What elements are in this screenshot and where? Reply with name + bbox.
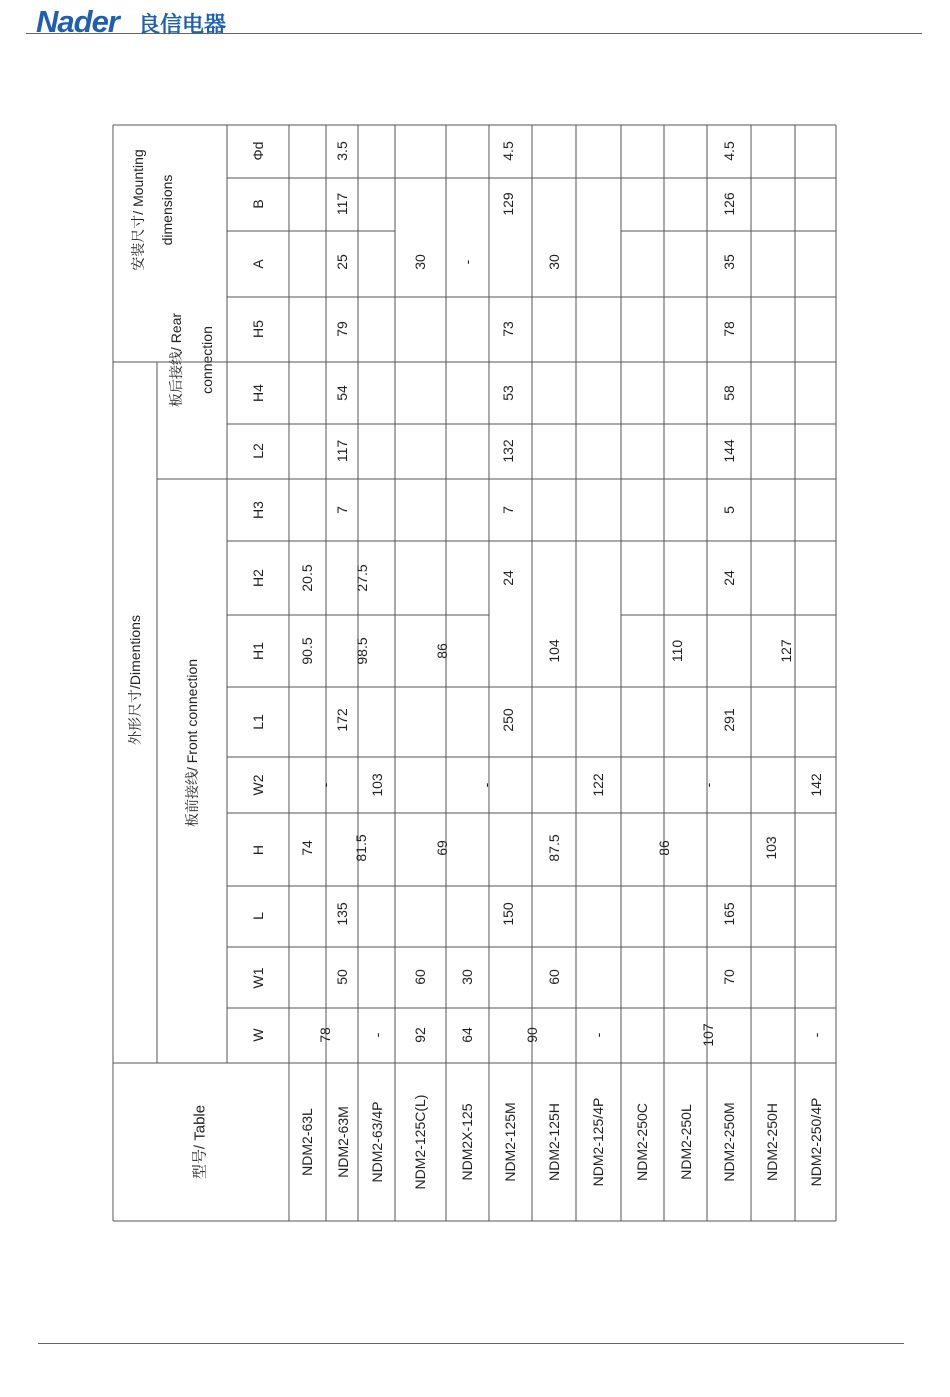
cell-w: 78 [317,1027,333,1043]
cell-l2: 132 [500,439,516,463]
cell-h1: 127 [778,639,794,663]
column-header-w1: W1 [250,967,266,989]
cell-h5: 78 [721,321,737,337]
cell-w2: 142 [808,773,824,797]
cell-phi: 3.5 [334,141,350,161]
cell-h4: 54 [334,385,350,401]
cell-h1: 98.5 [354,637,370,665]
model-name: NDM2-125H [546,1103,562,1181]
column-header-h: H [250,844,266,856]
column-header-l: L [250,912,266,920]
cell-phi: 4.5 [500,141,516,161]
header-mounting-1: 安装尺寸/ Mounting [130,149,146,271]
cell-h: 87.5 [546,834,562,862]
cell-w2: - [317,782,333,788]
cell-l2: 144 [721,439,737,463]
model-name: NDM2-63M [335,1106,351,1178]
cell-h: 103 [763,836,779,860]
cell-l1: 250 [500,708,516,732]
cell-h5: 73 [500,321,516,337]
cell-b: 129 [500,192,516,216]
cell-h1: 90.5 [299,637,315,665]
column-header-h1: H1 [250,642,266,660]
column-header-phi: Φd [250,141,266,161]
footer-divider [38,1343,904,1344]
model-name: NDM2-125/4P [590,1097,606,1187]
cell-w2: - [478,782,494,788]
cell-w1: 60 [412,969,428,985]
cell-l: 165 [721,902,737,926]
model-name: NDM2-250M [721,1102,737,1182]
model-name: NDM2-250L [678,1104,694,1180]
cell-l: 135 [334,902,350,926]
cell-w: 64 [459,1027,475,1043]
column-header-w: W [250,1028,266,1042]
cell-w: - [590,1032,606,1038]
model-name: NDM2-63/4P [369,1101,385,1183]
cell-h3: 7 [334,506,350,514]
header-rear-connection-1: 板后接线/ Rear [168,312,184,408]
table-labels [127,141,824,1189]
cell-w: - [808,1032,824,1038]
header-dimensions: 外形尺寸/Dimentions [127,615,143,745]
header-mounting-2: dimensions [159,174,175,246]
brand-name-cn: 良信电器 [138,13,227,38]
model-name: NDM2-250/4P [808,1097,824,1187]
cell-h4: 58 [721,385,737,401]
header-front-connection: 板前接线/ Front connection [184,658,200,828]
column-header-l2: L2 [250,443,266,459]
cell-a: 35 [721,254,737,270]
cell-h1: 110 [669,639,685,663]
cell-h3: 7 [500,506,516,514]
cell-l2: 117 [334,439,350,463]
cell-h: 69 [434,840,450,856]
column-header-h2: H2 [250,569,266,587]
cell-w1: 30 [459,969,475,985]
column-header-l1: L1 [250,714,266,730]
cell-w2: 103 [369,773,385,797]
cell-h: 86 [656,840,672,856]
cell-a: 30 [546,254,562,270]
column-header-b: B [250,199,266,209]
cell-w: 90 [524,1027,540,1043]
cell-a: 25 [334,254,350,270]
cell-a: - [459,259,475,265]
cell-h: 74 [299,840,315,856]
model-name: NDM2-250C [634,1103,650,1181]
cell-w: - [369,1032,385,1038]
cell-w2: 122 [590,773,606,797]
table-grid [113,125,836,1221]
cell-w: 92 [412,1027,428,1043]
cell-w: 107 [700,1023,716,1047]
cell-b: 117 [334,192,350,216]
cell-w1: 60 [546,969,562,985]
cell-h5: 79 [334,321,350,337]
cell-h1: 86 [434,643,450,659]
cell-b: 126 [721,192,737,216]
cell-h: 81.5 [353,834,369,862]
column-header-a: A [250,259,266,269]
model-name: NDM2-125M [502,1102,518,1182]
model-name: NDM2-63L [299,1108,315,1176]
cell-w1: 70 [721,969,737,985]
cell-h2: 20.5 [299,564,315,592]
cell-h1: 104 [546,639,562,663]
brand-name-en: Nader [36,4,119,39]
cell-w1: 50 [334,969,350,985]
cell-l1: 291 [721,708,737,732]
model-name: NDM2X-125 [459,1103,475,1181]
cell-l1: 172 [334,708,350,732]
cell-a: 30 [412,254,428,270]
cell-h2: 24 [500,570,516,586]
cell-h3: 5 [721,506,737,514]
cell-w2: - [700,782,716,788]
cell-phi: 4.5 [721,141,737,161]
header-rear-connection-2: connection [199,326,215,394]
cell-h2: 27.5 [354,564,370,592]
header-model: 型号/ Table [191,1104,209,1180]
model-name: NDM2-250H [764,1103,780,1181]
column-header-h5: H5 [250,320,266,338]
cell-h4: 53 [500,385,516,401]
column-header-h3: H3 [250,501,266,519]
cell-l: 150 [500,902,516,926]
cell-h2: 24 [721,570,737,586]
model-name: NDM2-125C(L) [412,1094,428,1190]
column-header-h4: H4 [250,384,266,402]
column-header-w2: W2 [250,774,266,796]
